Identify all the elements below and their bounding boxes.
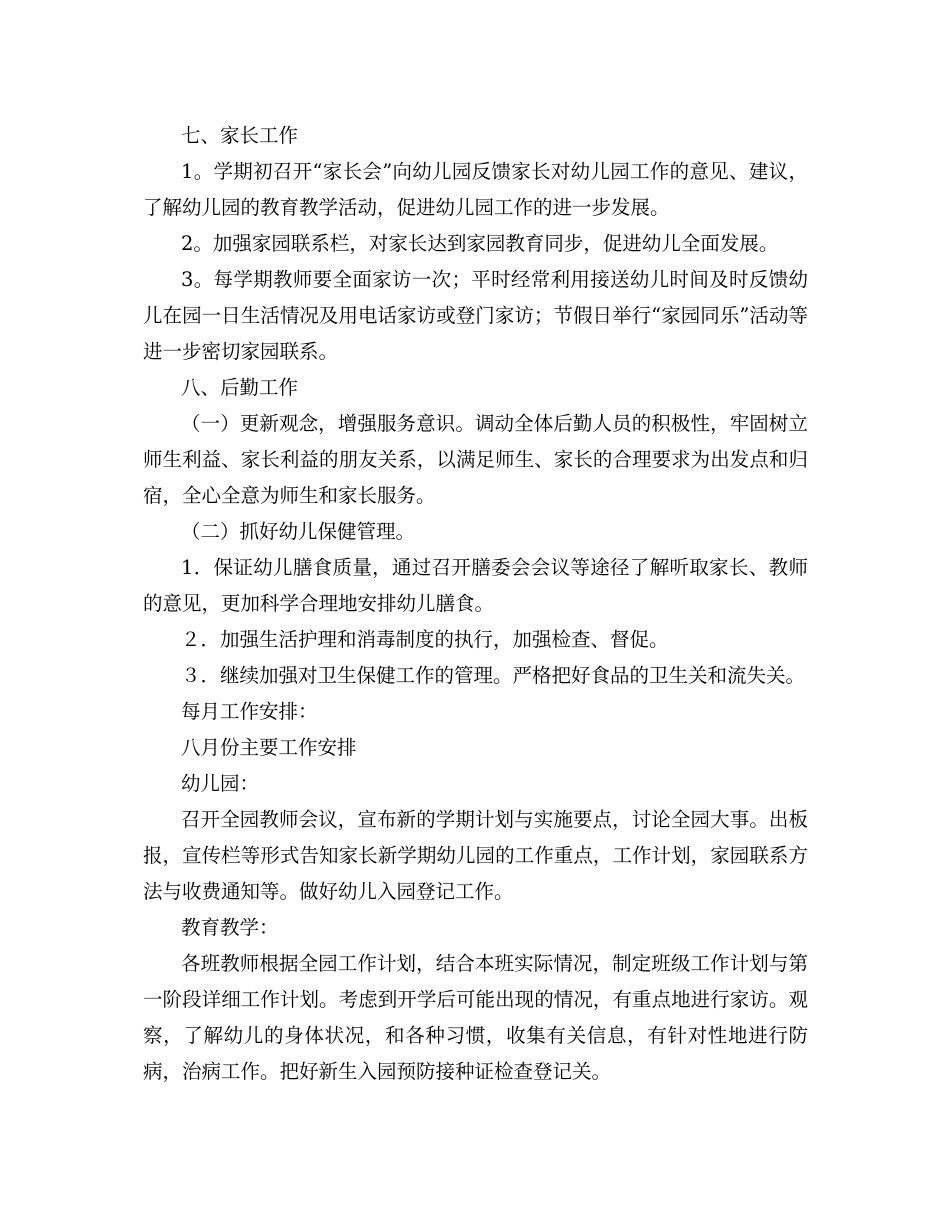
paragraph: ３．继续加强对卫生保健工作的管理。严格把好食品的卫生关和流失关。 (181, 664, 806, 687)
document-body (143, 118, 808, 1090)
paragraph: 1．保证幼儿膳食质量，通过召开膳委会会议等途径了解听取家长、教师的意见，更加科学合理地安排幼儿膳食。 (143, 556, 808, 615)
subheading: 教育教学： (181, 916, 279, 939)
paragraph: ２．加强生活护理和消毒制度的执行，加强检查、督促。 (181, 628, 669, 651)
paragraph: 各班教师根据全园工作计划，结合本班实际情况，制定班级工作计划与第一阶段详细工作计划。考虑到开学后可能出现的情况，有重点地进行家访。观察，了解幼儿的身体状况，和各种习惯，收集有关信息，有针对性地进行防病，治病工作。把好新生入园预防接种证检查登记关。 (143, 952, 808, 1083)
subheading: 每月工作安排： (181, 700, 318, 723)
subheading: 幼儿园： (181, 772, 260, 795)
paragraph: （一）更新观念，增强服务意识。调动全体后勤人员的积极性，牢固树立师生利益、家长利益的朋友关系，以满足师生、家长的合理要求为出发点和归宿，全心全意为师生和家长服务。 (143, 412, 808, 507)
section-heading-parent-work: 七、家长工作 (181, 124, 299, 147)
subheading: 八月份主要工作安排 (181, 736, 357, 759)
subheading: （二）抓好幼儿保健管理。 (181, 520, 416, 543)
paragraph: 2。加强家园联系栏，对家长达到家园教育同步，促进幼儿全面发展。 (181, 232, 779, 255)
paragraph: 召开全园教师会议，宣布新的学期计划与实施要点，讨论全园大事。出板报，宣传栏等形式告知家长新学期幼儿园的工作重点，工作计划，家园联系方法与收费通知等。做好幼儿入园登记工作。 (143, 808, 808, 903)
paragraph: 3。每学期教师要全面家访一次；平时经常利用接送幼儿时间及时反馈幼儿在园一日生活情况及用电话家访或登门家访；节假日举行“家园同乐”活动等进一步密切家园联系。 (143, 268, 808, 363)
section-heading-logistics: 八、后勤工作 (181, 376, 299, 399)
paragraph: 1。学期初召开“家长会”向幼儿园反馈家长对幼儿园工作的意见、建议，了解幼儿园的教育教学活动，促进幼儿园工作的进一步发展。 (143, 160, 808, 219)
